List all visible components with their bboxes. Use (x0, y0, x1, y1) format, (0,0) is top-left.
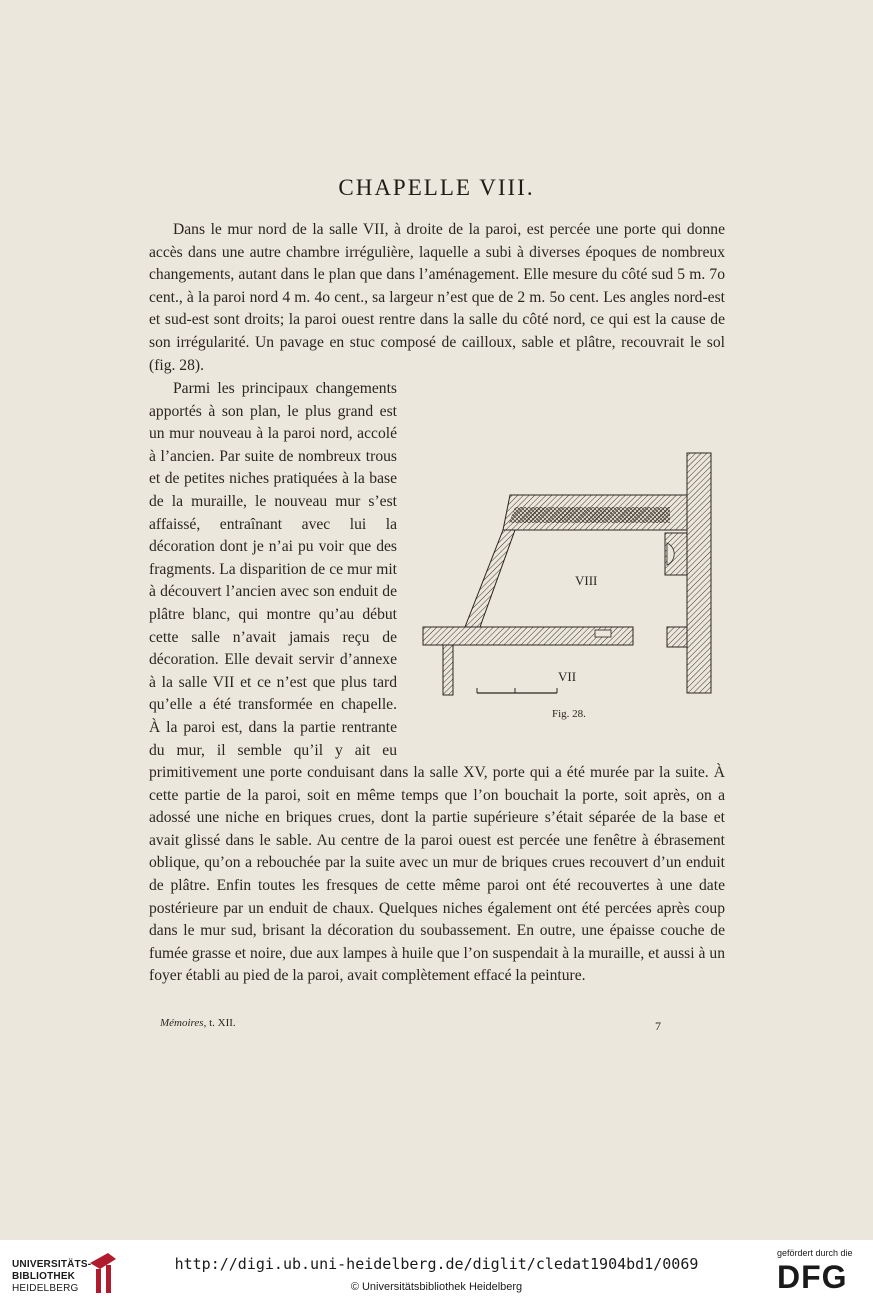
southeast-wall (667, 627, 687, 647)
footer-series: Mémoires (160, 1017, 204, 1029)
library-name-line1: UNIVERSITÄTS- (12, 1259, 92, 1270)
footer-citation (160, 1017, 236, 1029)
footer-volume: , t. XII. (203, 1017, 236, 1029)
page-title: CHAPELLE VIII. (338, 175, 535, 200)
room-label-viii: VIII (575, 573, 598, 588)
southwest-wall (443, 645, 453, 695)
room-label-vii: VII (558, 669, 577, 684)
east-wall (687, 453, 711, 693)
dfg-logo: DFG (777, 1259, 848, 1295)
south-niche (595, 630, 611, 637)
west-wall (465, 530, 515, 627)
paragraph-1: Dans le mur nord de la salle VII, à droite de la paroi, est percée une porte qui donne accès dans une autre chambre irrégulière, laquelle a subi à diverses époques de nombreux changements, autant dans le plan que dans l’aménagement. Elle mesure du côté sud 5 m. 7o cent., à la paroi nord 4 m. 4o cent., sa largeur n’est que de 2 m. 5o cent. Les angles nord-est et sud-est sont droits; la paroi ouest rentre dans la salle du côté nord, ce qui est la cause de son irrégularité. Un pavage en stuc composé de cailloux, sable et plâtre, recouvrait le sol (fig. 28). (149, 221, 725, 374)
paragraph-2: Parmi les principaux changements apportés à son plan, le plus grand est un mur nouveau à la paroi nord, accolé à l’ancien. Par suite de nombreux trous et de petites niches pratiquées à la base de la muraille, le nouveau mur s’est affaissé, entraînant avec lui la décoration dont je n’ai pu voir que des fragments. La disparition de ce mur mit à découvert l’ancien avec son enduit de plâtre blanc, qui montre qu’au début cette salle n’avait jamais reçu de décoration. Elle devait servir d’annexe à la salle VII et ce n’est que plus tard qu’elle a été transformée en chapelle. À la paroi est, dans la partie rentrante du mur, il semble qu’il y ait eu primitivement une porte conduisant dans la salle XV, porte qui a été murée par la suite. À cette partie de la paroi, soit en même temps que l’on bouchait la porte, soit après, on a adossé une niche en briques crues, dont la partie supérieure s’était séparée de la base et avait glissé dans le sable. Au centre de la paroi ouest est percée une fenêtre à ébrasement oblique, qu’on a rebouchée par la suite avec un mur de briques crues recouvert d’un enduit de plâtre. Enfin toutes les fresques de cette même paroi ont été recouvertes à une date postérieure par un enduit de chaux. Quelques niches également ont été percées après coup dans le mur sud, brisant la décoration du soubassement. En outre, une épaisse couche de fumée grasse et noire, due aux lampes à huile que l’on suspendait à la muraille, et aussi à un foyer établi au pied de la paroi, avait complètement effacé la peinture. (149, 380, 725, 985)
permalink-url[interactable]: http://digi.ub.uni-heidelberg.de/diglit/cledat1904bd1/0069 (174, 1255, 699, 1273)
floor-plan-figure (415, 445, 715, 730)
funding-note: gefördert durch die (777, 1248, 853, 1258)
library-name-line2: BIBLIOTHEK (12, 1271, 76, 1282)
page-number: 7 (655, 1019, 661, 1033)
north-wall-inner (509, 507, 670, 523)
figure-caption: Fig. 28. (552, 708, 586, 720)
library-name-line3: HEIDELBERG (12, 1283, 79, 1294)
floor-plan-drawing (415, 445, 715, 730)
copyright-notice: © Universitätsbibliothek Heidelberg (350, 1281, 523, 1293)
